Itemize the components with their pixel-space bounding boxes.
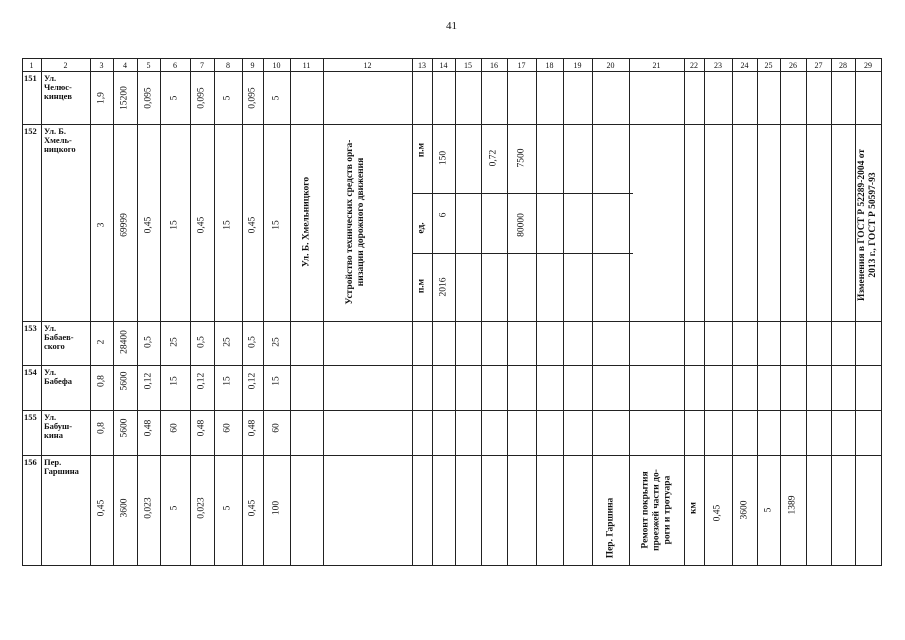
cell-value: 0,45 (247, 216, 258, 234)
column-header: 9 (250, 61, 255, 70)
grid-line (881, 58, 882, 566)
grid-line (806, 58, 807, 566)
work-description: Устройство технических средств орга- низации дорожного движения (345, 139, 366, 305)
grid-line (732, 58, 733, 566)
grid-line (432, 58, 433, 566)
unit-label: п.м (416, 278, 427, 294)
grid-line (704, 58, 705, 566)
column-header: 21 (652, 61, 661, 70)
grid-line (290, 58, 291, 566)
grid-line (455, 58, 456, 566)
grid-line (242, 58, 243, 566)
cell-value: 5 (169, 505, 180, 511)
cell-value: 5600 (119, 418, 130, 438)
column-header: 8 (226, 61, 230, 70)
column-header: 22 (690, 61, 698, 70)
unit-label: ед. (416, 222, 427, 234)
quantity-value: 150 (438, 150, 449, 166)
unit-label: км (688, 502, 699, 514)
grid-line (22, 58, 23, 566)
row-number: 155 (24, 412, 37, 422)
grid-line (481, 58, 482, 566)
cell-value: 5600 (119, 371, 130, 391)
cell-value: 15 (169, 220, 180, 230)
grid-line (41, 58, 42, 566)
cell-value: 25 (271, 337, 282, 347)
grid-line (263, 58, 264, 566)
column-header: 4 (123, 61, 127, 70)
cell-value: 0,023 (143, 497, 154, 519)
grid-line (536, 253, 633, 254)
cell-value: 15200 (119, 86, 130, 110)
grid-line (214, 58, 215, 566)
cell-value: 25 (169, 337, 180, 347)
column-header: 24 (740, 61, 749, 70)
cost-value: 1389 (787, 495, 798, 515)
grid-line (22, 124, 882, 125)
cell-value: 15 (169, 376, 180, 386)
grid-line (190, 58, 191, 566)
cell-value: 0,48 (247, 419, 258, 437)
quantity-value: 6 (438, 212, 449, 218)
grid-line (507, 58, 508, 566)
cell-value: 5 (222, 505, 233, 511)
cell-value: 0,12 (247, 372, 258, 390)
cell-value: 3600 (739, 500, 750, 520)
cell-value: 0,45 (196, 216, 207, 234)
grid-line (323, 58, 324, 566)
grid-line (780, 58, 781, 566)
column-header: 23 (714, 61, 722, 70)
grid-line (22, 58, 882, 59)
cell-value: 60 (271, 423, 282, 433)
cost-value: 80000 (516, 213, 527, 237)
cell-value: 69999 (119, 213, 130, 237)
column-header: 15 (464, 61, 472, 70)
cell-value: 0,45 (247, 499, 258, 517)
cell-value: 0,45 (712, 504, 723, 522)
cell-value: 15 (222, 376, 233, 386)
grid-line (137, 58, 138, 566)
row-number: 153 (24, 323, 37, 333)
cell-value: 0,8 (96, 422, 107, 434)
cell-value: 15 (271, 220, 282, 230)
grid-line (22, 565, 882, 566)
column-header: 20 (606, 61, 615, 70)
cell-value: 0,72 (488, 149, 499, 167)
row-number: 151 (24, 73, 37, 83)
street-name: Ул. Б. Хмель- ницкого (44, 126, 76, 155)
cell-value: 25 (222, 337, 233, 347)
grid-line (536, 193, 633, 194)
street-name: Ул. Бабуш- кина (44, 412, 73, 441)
cell-value: 0,8 (96, 375, 107, 387)
grid-line (536, 58, 537, 566)
grid-line (22, 455, 882, 456)
cost-value: 7500 (516, 148, 527, 168)
cell-value: 0,5 (196, 336, 207, 348)
grid-line (22, 410, 882, 411)
quantity-value: 2016 (438, 277, 449, 297)
cell-value: 60 (169, 423, 180, 433)
grid-line (684, 58, 685, 566)
cell-value: 15 (271, 376, 282, 386)
column-header: 13 (418, 61, 426, 70)
cell-value: 0,12 (143, 372, 154, 390)
grid-line (22, 71, 882, 72)
cell-value: 0,12 (196, 372, 207, 390)
cell-value: 0,095 (143, 87, 154, 109)
cell-value: 0,095 (196, 87, 207, 109)
cell-value: 0,45 (96, 499, 107, 517)
column-header: 18 (545, 61, 554, 70)
grid-line (160, 58, 161, 566)
grid-line (855, 58, 856, 566)
column-header: 14 (439, 61, 448, 70)
column-header: 1 (29, 61, 34, 70)
grid-line (592, 58, 593, 566)
page-number: 41 (446, 20, 457, 32)
column-header: 17 (517, 61, 526, 70)
column-header: 6 (173, 61, 177, 70)
street-name: Ул. Бабефа (44, 367, 73, 387)
cell-value: 3 (96, 222, 107, 228)
cell-value: 28400 (119, 330, 130, 354)
column-header: 10 (272, 61, 281, 70)
cell-value: 5 (271, 95, 282, 101)
column-header: 2 (63, 61, 68, 70)
cell-value: 0,023 (196, 497, 207, 519)
grid-line (22, 365, 882, 366)
cell-value: 5 (763, 507, 774, 513)
street-name: Ул. Челюс- кинцев (44, 73, 72, 102)
object-name: Ул. Б. Хмельницкого (301, 176, 312, 268)
standards-note: Изменения в ГОСТ Р 52289-2004 от 2013 г., ГОСТ Р 50597-93 (857, 148, 878, 302)
column-header: 12 (363, 61, 372, 70)
column-header: 25 (764, 61, 773, 70)
row-number: 152 (24, 126, 37, 136)
column-header: 27 (814, 61, 823, 70)
street-name: Пер. Гаршина (44, 457, 79, 477)
cell-value: 5 (169, 95, 180, 101)
row-number: 156 (24, 457, 37, 467)
cell-value: 0,5 (247, 336, 258, 348)
grid-line (757, 58, 758, 566)
grid-line (563, 58, 564, 566)
cell-value: 0,45 (143, 216, 154, 234)
grid-line (22, 321, 882, 322)
grid-line (831, 58, 832, 566)
cell-value: 5 (222, 95, 233, 101)
cell-value: 15 (222, 220, 233, 230)
cell-value: 0,48 (143, 419, 154, 437)
column-header: 3 (99, 61, 104, 70)
cell-value: 0,095 (247, 87, 258, 109)
column-header: 29 (864, 61, 872, 70)
column-header: 28 (839, 61, 847, 70)
cell-value: 0,48 (196, 419, 207, 437)
cell-value: 0,5 (143, 336, 154, 348)
grid-line (629, 58, 630, 566)
grid-line (412, 58, 413, 566)
cell-value: 3600 (119, 498, 130, 518)
cell-value: 1,9 (96, 92, 107, 104)
cell-value: 2 (96, 339, 107, 345)
grid-line (113, 58, 114, 566)
column-header: 11 (302, 61, 311, 70)
unit-label: п.м (416, 142, 427, 158)
column-header: 26 (789, 61, 797, 70)
grid-line (90, 58, 91, 566)
column-header: 7 (200, 61, 204, 70)
column-header: 16 (490, 61, 498, 70)
work-description: Ремонт покрытия проезжей части до- роги и тротуара (640, 469, 672, 551)
row-number: 154 (24, 367, 37, 377)
cell-value: 100 (271, 500, 282, 516)
column-header: 19 (573, 61, 582, 70)
cell-value: 60 (222, 423, 233, 433)
column-header: 5 (146, 61, 151, 70)
street-name: Ул. Бабаев- ского (44, 323, 74, 352)
object-name: Пер. Гаршина (605, 497, 616, 559)
